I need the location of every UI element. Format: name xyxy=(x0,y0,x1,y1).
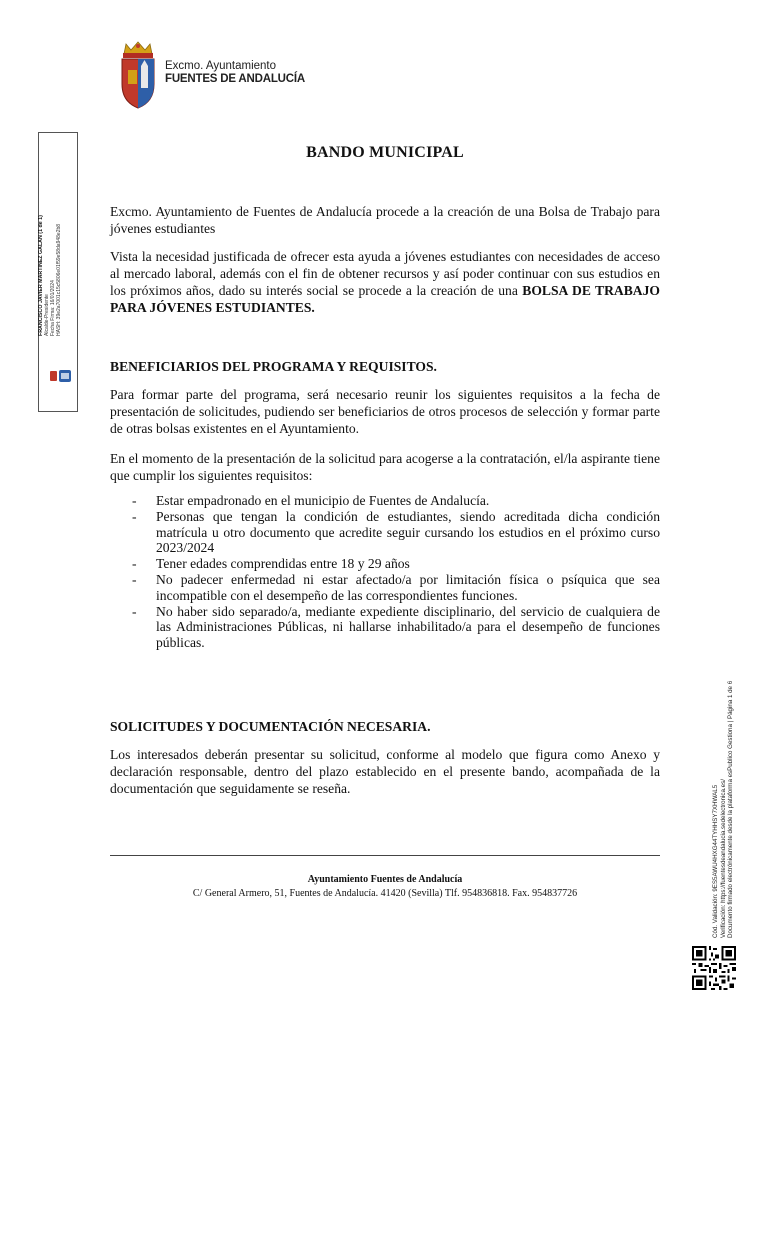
validation-code: Cód. Validación: 9ES5AWU4HXG44TYHHSY7XHWAL5 xyxy=(712,784,719,938)
footer-organization-name: Ayuntamiento Fuentes de Andalucía xyxy=(307,874,463,885)
document-title: BANDO MUNICIPAL xyxy=(306,144,464,161)
section-heading-applications: SOLICITUDES Y DOCUMENTACIÓN NECESARIA. xyxy=(110,719,431,734)
list-item: - No padecer enfermedad ni estar afectado/a por limitación física o psíquica que sea incompatible con el desempeño de las correspondientes funciones. xyxy=(132,571,660,603)
organization-name-line2: FUENTES DE ANDALUCÍA xyxy=(165,73,305,85)
list-item: - Tener edades comprendidas entre 18 y 29 años xyxy=(132,556,410,572)
section-heading-beneficiaries: BENEFICIARIOS DEL PROGRAMA Y REQUISITOS. xyxy=(110,359,437,374)
justification-text: Vista la necesidad justificada de ofrecer esta ayuda a jóvenes estudiantes con necesidades de acceso al mercado laboral, además con el fin de obtener recursos y así poder continuar con sus estudios en los próximos años, dado su interés social se procede a la creación de una xyxy=(110,249,660,298)
organization-name xyxy=(165,60,305,86)
signature-stamp-text xyxy=(38,206,60,336)
list-item: - No haber sido separado/a, mediante expediente disciplinario, del servicio de cualquiera de las Administraciones Públicas, ni hallarse inhabilitado/a para el desempeño de funciones públicas. xyxy=(132,603,660,651)
signature-seal-icon xyxy=(48,368,74,384)
requirement-text: No padecer enfermedad ni estar afectado/a por limitación física o psíquica que sea incompatible con el desempeño de las correspondientes funciones. xyxy=(156,571,660,603)
application-paragraph: En el momento de la presentación de la solicitud para acogerse a la contratación, el/la aspirante tiene que cumplir los siguientes requisitos: xyxy=(110,451,660,483)
list-item: - Estar empadronado en el municipio de Fuentes de Andalucía. xyxy=(132,493,490,508)
footer-divider xyxy=(110,855,660,856)
signature-hash: HASH: 39e2a7001c15c5806e01f59e58da948e2b8 xyxy=(56,223,62,336)
intro-paragraph: Excmo. Ayuntamiento de Fuentes de Andalucía procede a la creación de una Bolsa de Trabajo para jóvenes estudiantes xyxy=(110,204,660,236)
organization-name-line1: Excmo. Ayuntamiento xyxy=(165,60,277,72)
footer-address: C/ General Armero, 51, Fuentes de Andalucía. 41420 (Sevilla) Tlf. 954836818. Fax. 954837726 xyxy=(192,888,578,899)
signer-name: FRANCISCO JAVIER MARTINEZ GALAN (1 de 1) xyxy=(38,215,44,336)
requirements-intro-paragraph: Para formar parte del programa, será necesario reunir los siguientes requisitos a la fecha de presentación de solicitudes, pudiendo ser beneficiarios de otros procesos de selección y formar parte de otras bolsas existentes en el Ayuntamiento. xyxy=(110,387,660,436)
requirement-text: Personas que tengan la condición de estudiantes, siendo acreditada dicha condición matrícula u otro documento que acredite seguir cursando los estudios en el próximo curso 2023/2024 xyxy=(156,508,660,556)
requirement-text: No haber sido separado/a, mediante expediente disciplinario, del servicio de cualquiera de las Administraciones Públicas, ni hallarse inhabilitado/a para el desempeño de funciones públicas. xyxy=(156,603,660,651)
applications-paragraph: Los interesados deberán presentar su solicitud, conforme al modelo que figura como Anexo y declaración responsable, dentro del plazo establecido en el presente bando, acompañada de la documentación que seguidamente se reseña. xyxy=(110,747,660,796)
signature-date: Fecha Firma: 16/01/2024 xyxy=(50,280,56,336)
requirement-text: Tener edades comprendidas entre 18 y 29 años xyxy=(156,556,410,572)
program-name-bold: BOLSA DE TRABAJO PARA JÓVENES ESTUDIANTES. xyxy=(110,283,660,315)
signer-role: Alcalde-Presidente xyxy=(44,294,50,336)
municipal-crest-logo xyxy=(116,40,160,110)
verification-url[interactable]: Verificación: https://fuentesdeandalucia.sedelectronica.es/ xyxy=(719,779,727,938)
requirement-text: Estar empadronado en el municipio de Fuentes de Andalucía. xyxy=(156,493,490,508)
qr-code xyxy=(692,946,736,990)
list-item: - Personas que tengan la condición de estudiantes, siendo acreditada dicha condición matrícula u otro documento que acredite seguir cursando los estudios en el próximo curso 2023/2024 xyxy=(132,508,660,556)
electronic-signature-note: Documento firmado electrónicamente desde la plataforma esPublico Gestiona | Página 1 de 6 xyxy=(727,680,735,938)
justification-paragraph xyxy=(110,248,660,316)
requirements-list xyxy=(110,493,660,651)
